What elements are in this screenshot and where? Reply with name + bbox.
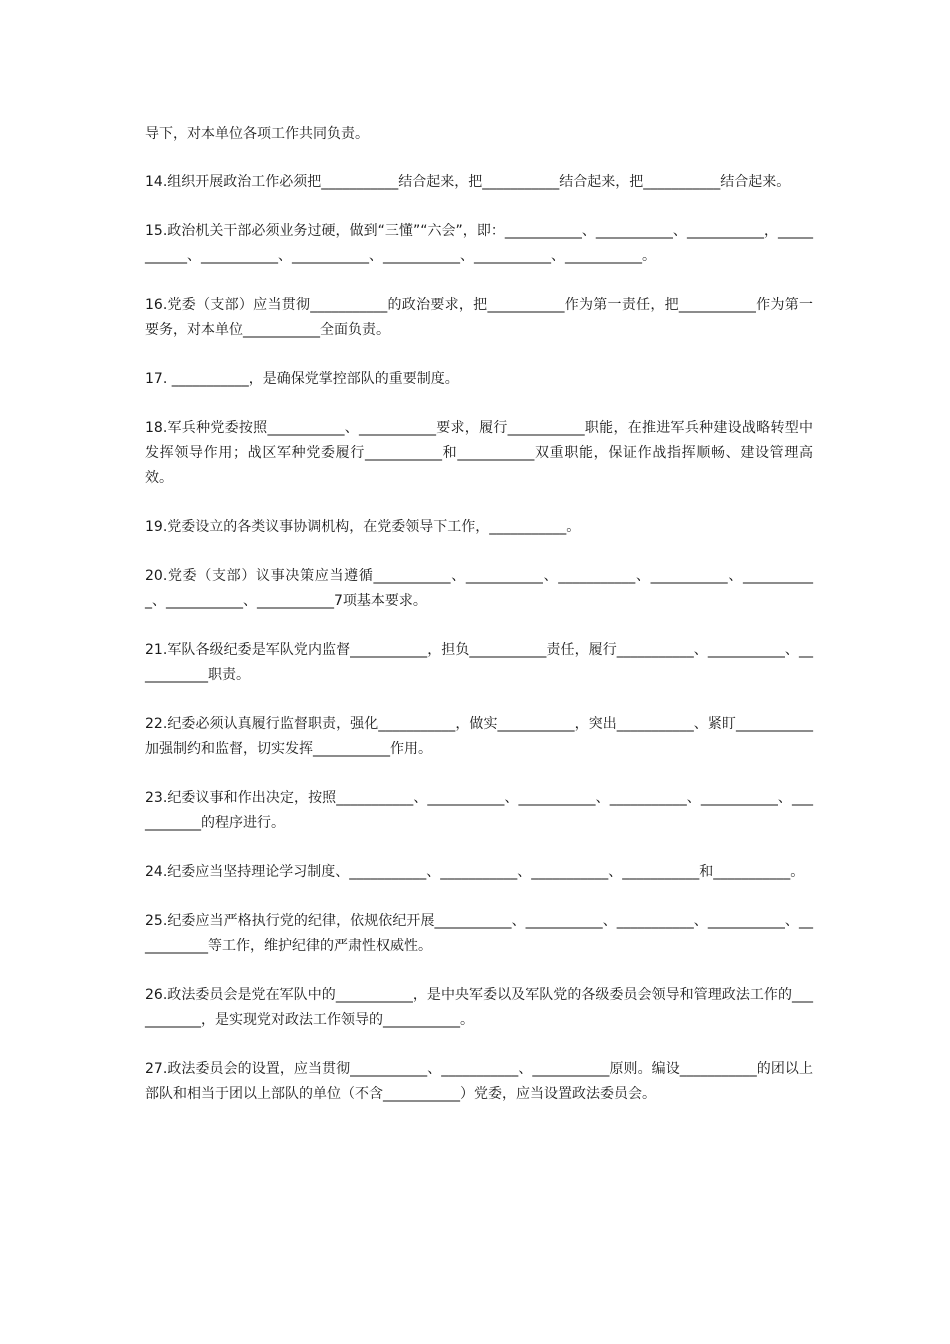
question-25: 25.纪委应当严格执行党的纪律，依规依纪开展___________、___________、___________、___________、___________等工作，维护纪律的严肃性权威性。 [145,913,813,954]
question-17: 17. ___________，是确保党掌控部队的重要制度。 [145,371,459,387]
document-body [145,122,813,1131]
question-26: 26.政法委员会是党在军队中的___________，是中央军委以及军队党的各级委员会领导和管理政法工作的___________，是实现党对政法工作领导的___________。 [145,987,813,1028]
question-24: 24.纪委应当坚持理论学习制度、___________、___________、___________、___________和___________。 [145,864,805,880]
question-18: 18.军兵种党委按照___________、___________要求，履行___________职能，在推进军兵种建设战略转型中发挥领导作用；战区军种党委履行___________和___________双重职能，保证作战指挥顺畅、建设管理高效。 [145,420,813,486]
question-21: 21.军队各级纪委是军队党内监督___________，担负___________责任，履行___________、___________、___________职责。 [145,642,813,683]
question-15: 15.政治机关干部必须业务过硬，做到“三懂”“六会”，即：___________、___________、___________，___________、___________、___________、___________、___________、___________。 [145,223,813,264]
question-14: 14.组织开展政治工作必须把___________结合起来，把___________结合起来，把___________结合起来。 [145,174,791,190]
question-27: 27.政法委员会的设置，应当贯彻___________、___________、___________原则。编设___________的团以上部队和相当于团以上部队的单位（不含___________）党委，应当设置政法委员会。 [145,1061,813,1102]
question-23: 23.纪委议事和作出决定，按照___________、___________、___________、___________、___________、___________的程序进行。 [145,790,813,831]
question-19: 19.党委设立的各类议事协调机构，在党委领导下工作，___________。 [145,519,581,535]
question-20: 20.党委（支部）议事决策应当遵循___________、___________、___________、___________、___________、___________、___________7项基本要求。 [145,568,813,609]
question-16: 16.党委（支部）应当贯彻___________的政治要求，把___________作为第一责任，把___________作为第一要务，对本单位___________全面负责。 [145,297,813,338]
paragraph-continuation: 导下，对本单位各项工作共同负责。 [145,126,369,142]
question-22: 22.纪委必须认真履行监督职责，强化___________，做实___________，突出___________、紧盯___________加强制约和监督，切实发挥___________作用。 [145,716,813,757]
